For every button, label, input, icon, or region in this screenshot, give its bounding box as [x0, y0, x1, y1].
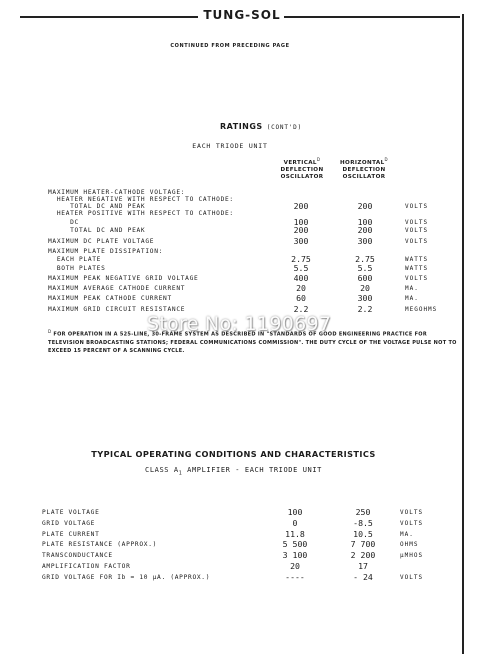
typical-conditions-subtitle: [0, 466, 467, 476]
row-value-1: 2.75: [291, 254, 311, 264]
row-label: TOTAL DC AND PEAK: [48, 203, 146, 210]
row-value-2: 250: [355, 507, 371, 517]
column-header-vertical: [268, 156, 336, 181]
row-value-1: 11.8: [285, 528, 305, 539]
table-row: [0, 237, 460, 246]
row-unit: WATTS: [405, 256, 429, 263]
row-value-1: ----: [285, 571, 305, 582]
row-value-2: 600: [357, 273, 373, 283]
row-label: PLATE CURRENT: [42, 530, 100, 538]
ratings-subtitle: EACH TRIODE UNIT: [192, 142, 268, 150]
row-value-1: 2.2: [293, 304, 309, 314]
brand-name: TUNG-SOL: [203, 8, 281, 22]
row-value-2: 300: [357, 236, 373, 246]
row-label: MAXIMUM GRID CIRCUIT RESISTANCE: [48, 306, 186, 313]
row-unit: VOLTS: [400, 573, 424, 581]
row-label: DC: [48, 219, 79, 226]
column-header-horizontal-line2: DEFLECTION: [342, 166, 386, 173]
row-value-2: 10.5: [353, 528, 373, 539]
row-unit: MA.: [400, 530, 414, 538]
row-value-2: 2.2: [357, 304, 373, 314]
ratings-title-suffix: (CONT'D): [266, 124, 302, 131]
row-label: GRID VOLTAGE FOR Ib = 10 µA. (APPROX.): [42, 573, 211, 581]
row-unit: VOLTS: [405, 203, 429, 210]
row-label: HEATER POSITIVE WITH RESPECT TO CATHODE:: [48, 210, 234, 217]
typical-conditions-title: TYPICAL OPERATING CONDITIONS AND CHARACTERISTICS: [91, 449, 376, 459]
table-row: [0, 284, 460, 293]
page-right-border: [462, 14, 464, 654]
row-value-2: 100: [357, 217, 373, 227]
row-unit: MEGOHMS: [405, 306, 438, 313]
ratings-title: [220, 122, 302, 131]
row-unit: µMHOS: [400, 552, 424, 560]
row-value-1: 100: [293, 217, 309, 227]
row-label: MAXIMUM PEAK NEGATIVE GRID VOLTAGE: [48, 275, 199, 282]
row-unit: MA.: [405, 285, 419, 292]
row-value-2: 5.5: [357, 263, 373, 273]
row-label: MAXIMUM AVERAGE CATHODE CURRENT: [48, 285, 186, 292]
row-value-2: 200: [357, 201, 373, 211]
row-label: MAXIMUM DC PLATE VOLTAGE: [48, 238, 155, 245]
row-unit: VOLTS: [400, 519, 424, 527]
row-value-2: 300: [357, 293, 373, 303]
column-header-horizontal-marker: D: [384, 157, 389, 162]
column-header-horizontal-line3: OSCILLATOR: [342, 173, 386, 180]
table-row: [0, 551, 460, 560]
column-header-horizontal-line1: $HORIZONTAL^D$: [339, 157, 389, 166]
table-row: [0, 226, 460, 235]
row-value-1: 3 100: [282, 550, 308, 561]
row-label: AMPLIFICATION FACTOR: [42, 563, 131, 570]
table-row: [0, 274, 460, 283]
row-label: TRANSCONDUCTANCE: [42, 552, 113, 560]
table-row: [0, 209, 460, 218]
table-row: [0, 540, 460, 549]
row-value-1: 100: [287, 507, 303, 517]
column-header-vertical-line1: $VERTICAL^D$: [283, 157, 321, 166]
row-unit: WATTS: [405, 265, 429, 272]
row-value-2: - 24: [353, 571, 373, 582]
footnote-text: FOR OPERATION IN A 525-LINE, 30-FRAME SYSTEM AS DESCRIBED IN "STANDARDS OF GOOD ENGINEERING PRACTICE FOR TELEVISION BROADCASTING STATIONS; FEDERAL COMMUNICATIONS COMMISSION". THE DUTY CYCLE OF THE VOLTAGE PULSE NOT TO EXCEED 15 PERCENT OF A SCANNING CYCLE.: [48, 331, 457, 354]
row-label: MAXIMUM HEATER-CATHODE VOLTAGE:: [48, 189, 186, 196]
row-unit: MA.: [405, 295, 419, 302]
row-value-1: 300: [293, 236, 309, 246]
row-label: GRID VOLTAGE: [42, 519, 96, 527]
subtitle-rest: AMPLIFIER - EACH TRIODE UNIT: [182, 466, 322, 474]
row-label: MAXIMUM PEAK CATHODE CURRENT: [48, 295, 172, 302]
row-unit: OHMS: [400, 541, 419, 549]
row-unit: VOLTS: [400, 509, 424, 516]
row-value-2: -8.5: [353, 517, 373, 528]
row-value-1: 5 500: [282, 539, 308, 550]
table-row: [0, 573, 460, 582]
table-row: [0, 530, 460, 539]
row-label: PLATE RESISTANCE (APPROX.): [42, 541, 158, 549]
row-value-1: 200: [293, 225, 309, 235]
row-value-1: 20: [290, 561, 300, 571]
footnote-marker: D: [48, 329, 52, 334]
column-header-vertical-line2: DEFLECTION: [280, 166, 324, 173]
row-value-2: 2.75: [355, 254, 375, 264]
row-unit: VOLTS: [405, 219, 429, 226]
row-label: BOTH PLATES: [48, 265, 106, 272]
row-label: MAXIMUM PLATE DISSIPATION:: [48, 248, 164, 255]
row-label: PLATE VOLTAGE: [42, 509, 100, 516]
table-row: [0, 562, 460, 571]
column-header-horizontal: [333, 156, 395, 181]
continued-note: CONTINUED FROM PRECEDING PAGE: [170, 43, 290, 49]
row-unit: VOLTS: [405, 238, 429, 245]
ratings-title-text: RATINGS: [220, 122, 263, 131]
row-value-2: 2 200: [350, 550, 376, 561]
column-header-vertical-marker: D: [316, 157, 321, 162]
row-label: TOTAL DC AND PEAK: [48, 227, 146, 234]
table-row: [0, 294, 460, 303]
footnote: [48, 328, 460, 355]
row-value-2: 20: [360, 283, 370, 293]
row-value-1: 0: [292, 517, 298, 528]
row-value-2: 17: [358, 561, 368, 571]
row-unit: VOLTS: [405, 227, 429, 234]
subtitle-class-index: 1: [178, 470, 183, 477]
row-label: HEATER NEGATIVE WITH RESPECT TO CATHODE:: [48, 196, 234, 203]
row-value-1: 5.5: [293, 263, 309, 273]
row-value-1: 200: [293, 201, 309, 211]
header-rule-right: [284, 16, 460, 18]
store-watermark: Store No: 1190697: [147, 313, 332, 335]
header-rule-left: [20, 16, 198, 18]
row-unit: VOLTS: [405, 275, 429, 282]
table-row: [0, 508, 460, 517]
row-value-2: 200: [357, 225, 373, 235]
table-row: [0, 255, 460, 264]
table-row: [0, 264, 460, 273]
row-value-1: 60: [296, 293, 306, 303]
row-value-2: 7 700: [350, 539, 376, 550]
brand-header: [20, 8, 460, 24]
table-row: [0, 519, 460, 528]
subtitle-class: CLASS A: [145, 466, 179, 474]
row-label: EACH PLATE: [48, 256, 102, 263]
row-value-1: 20: [296, 283, 306, 293]
column-header-vertical-line3: OSCILLATOR: [280, 173, 324, 180]
row-value-1: 400: [293, 273, 309, 283]
